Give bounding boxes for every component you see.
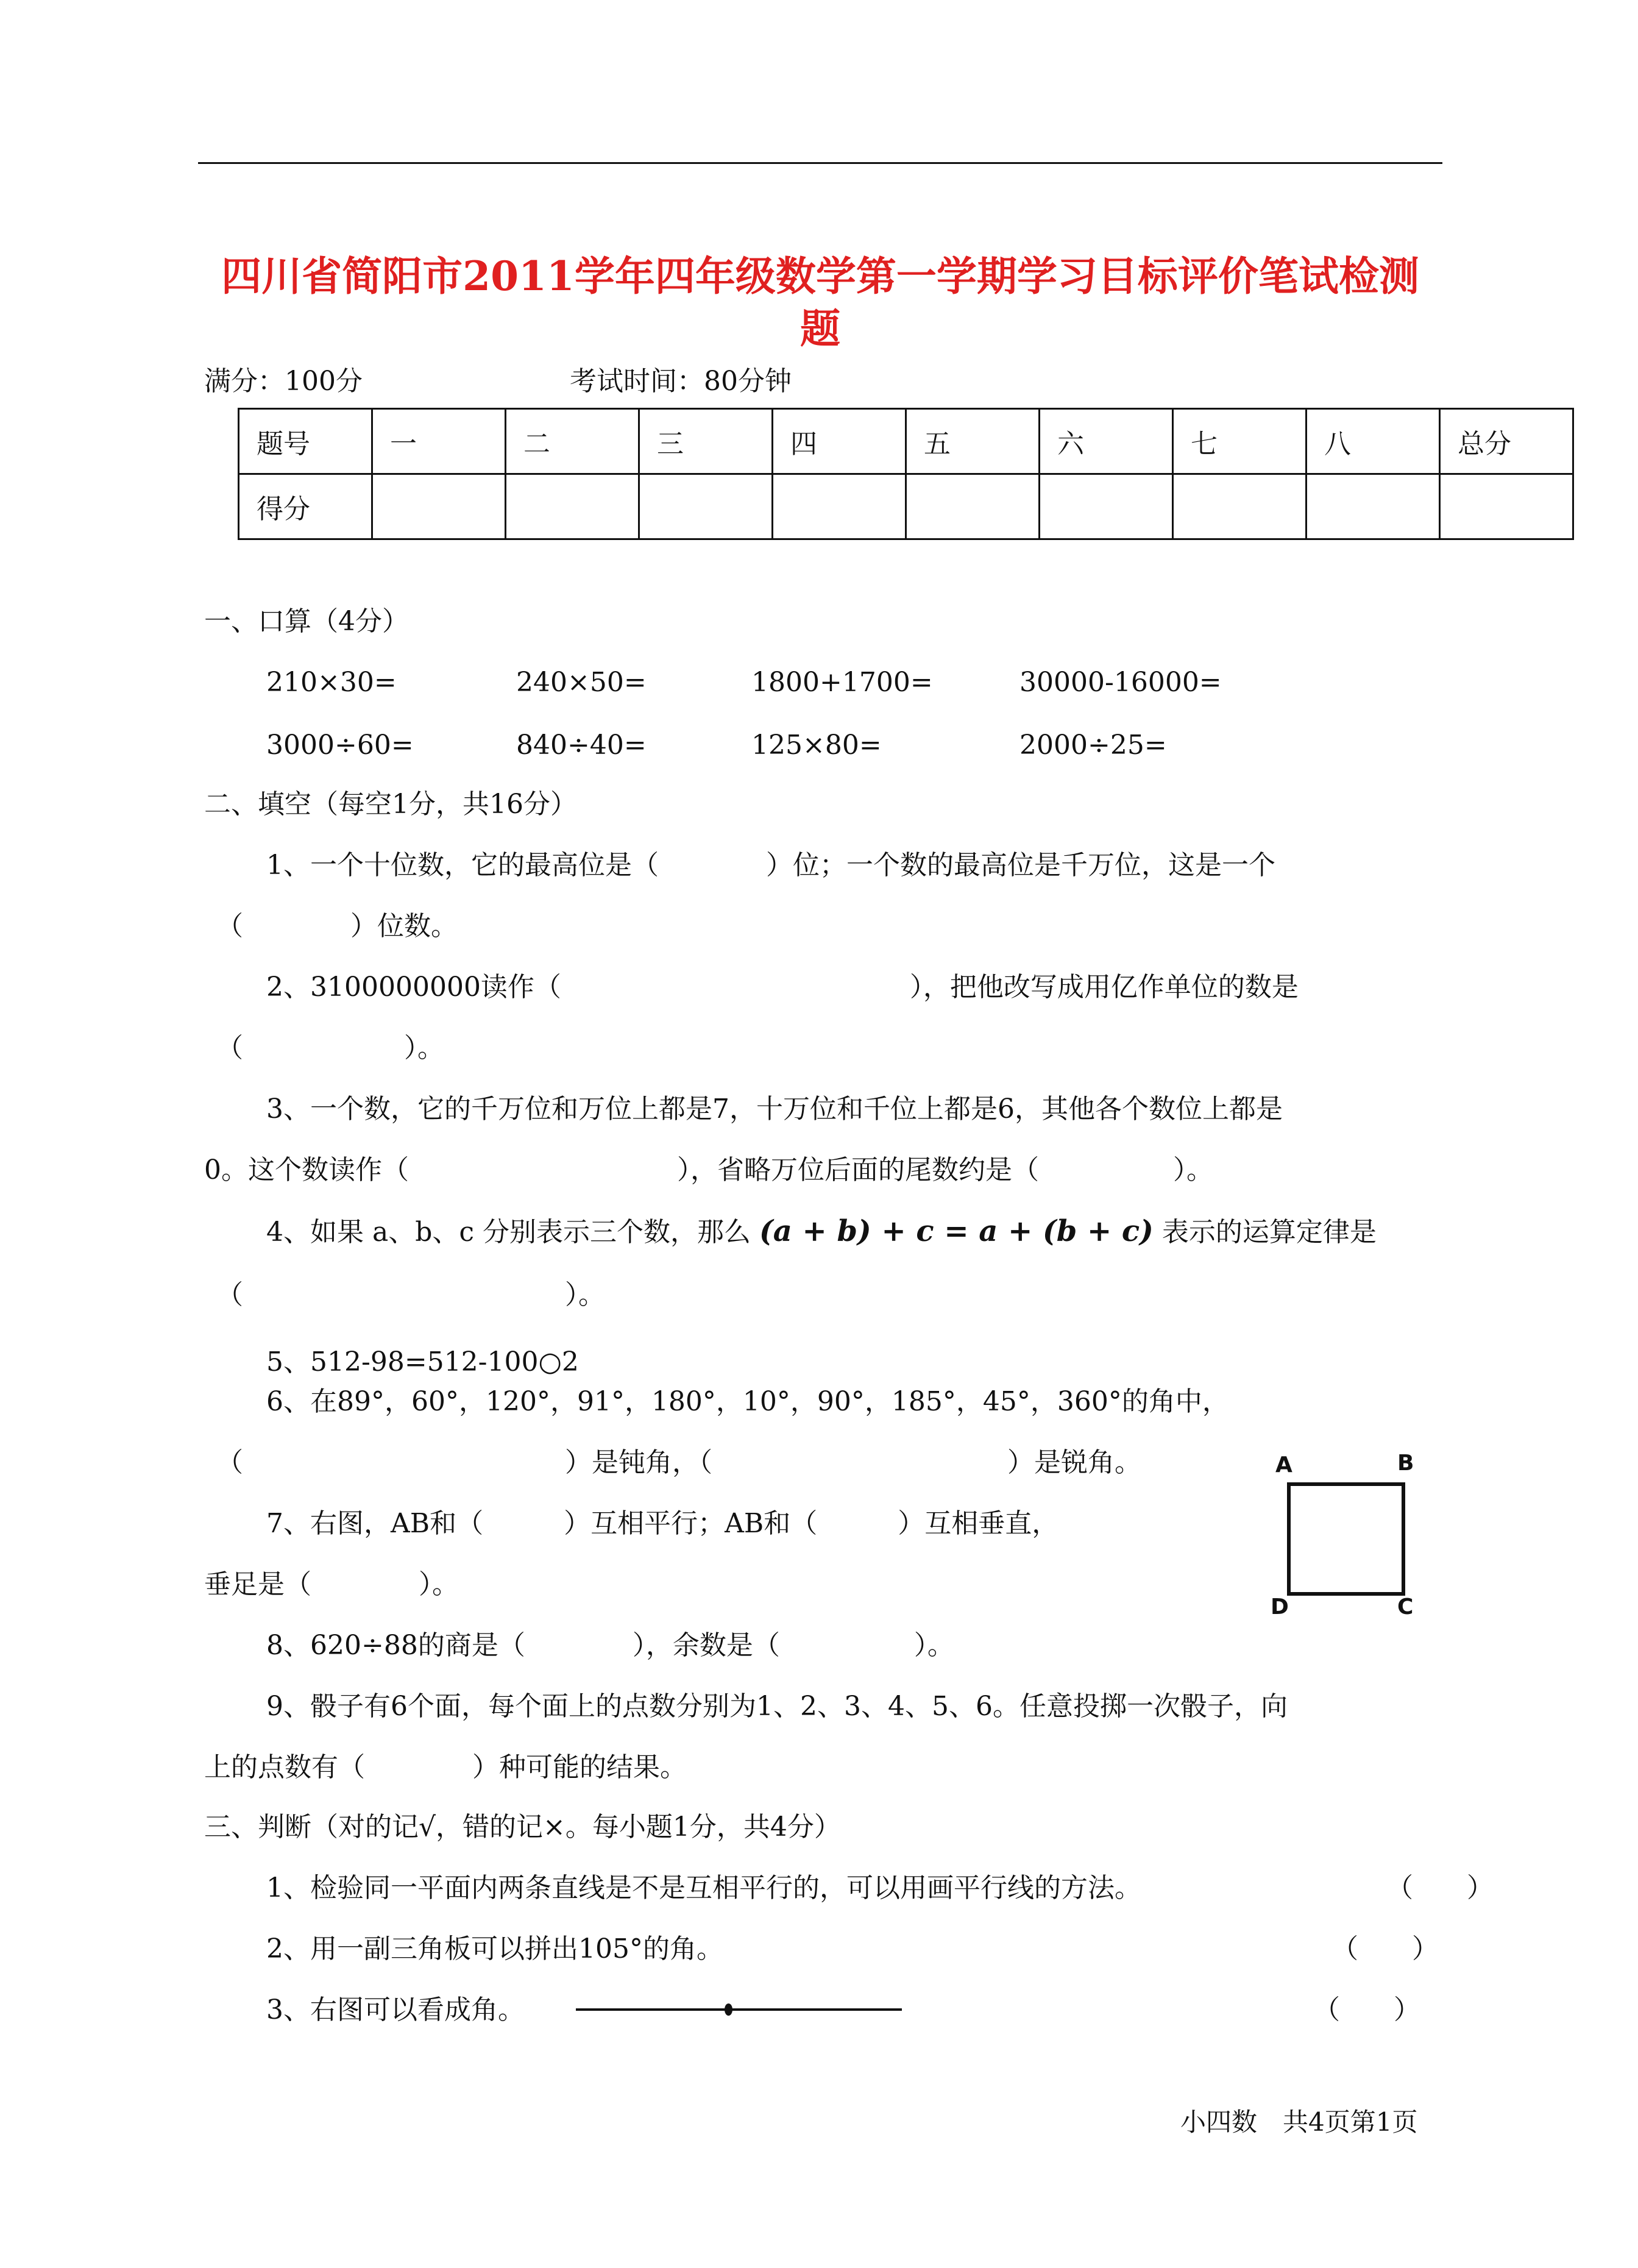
score-cell[interactable] (372, 474, 506, 539)
fill-q4-line2: （ ）。 (216, 1279, 605, 1310)
score-cell[interactable] (773, 474, 906, 539)
mental-calc-item: 3000÷60= (266, 730, 414, 761)
vertex-label-c: C (1397, 1594, 1414, 1619)
section3-heading: 三、判断（对的记√，错的记×。每小题1分，共4分） (204, 1811, 841, 1843)
score-header-cell: 总分 (1440, 409, 1573, 474)
fill-q2-line1: 2、3100000000读作（ ），把他改写成用亿作单位的数是 (266, 972, 1299, 1003)
page-title-line2: 题 (800, 305, 840, 352)
fill-q2-line2: （ ）。 (216, 1033, 444, 1064)
vertex-dot (725, 2003, 732, 2016)
vertex-label-a: A (1275, 1452, 1292, 1477)
vertex-label-d: D (1271, 1594, 1289, 1619)
square-figure (1287, 1482, 1405, 1596)
mental-calc-item: 30000-16000= (1019, 667, 1222, 698)
fill-q4-pre: 4、如果 a、b、c 分别表示三个数，那么 (266, 1217, 751, 1248)
mental-calc-item: 210×30= (266, 667, 397, 698)
fill-q9-line1: 9、骰子有6个面，每个面上的点数分别为1、2、3、4、5、6。任意投掷一次骰子，向 (266, 1691, 1288, 1722)
judge-q1-answer[interactable]: （ ） (1386, 1872, 1494, 1904)
page-title-line1: 四川省简阳市2011学年四年级数学第一学期学习目标评价笔试检测 (221, 252, 1419, 300)
associative-law-formula: (a + b) + c = a + (b + c) (759, 1214, 1154, 1248)
fill-q7-line2: 垂足是（ ）。 (204, 1569, 459, 1600)
fill-q1-line2: （ ）位数。 (216, 911, 458, 942)
fill-q7-line1: 7、右图，AB和（ ）互相平行；AB和（ ）互相垂直， (266, 1508, 1059, 1539)
fill-q6-line1: 6、在89°，60°，120°，91°，180°，10°，90°，185°，45°，360°的角中， (266, 1386, 1229, 1417)
score-header-cell: 题号 (239, 409, 372, 474)
fill-q6-line2: （ ）是钝角，（ ）是锐角。 (216, 1447, 1141, 1478)
mental-calc-item: 240×50= (516, 667, 647, 698)
score-table-score-row (239, 474, 1573, 539)
judge-q3: 3、右图可以看成角。 (266, 1994, 525, 2025)
judge-q1: 1、检验同一平面内两条直线是不是互相平行的，可以用画平行线的方法。 (266, 1872, 1141, 1904)
section1-heading: 一、口算（4分） (204, 606, 409, 637)
fill-q4-post: 表示的运算定律是 (1161, 1217, 1377, 1248)
score-cell[interactable] (1306, 474, 1440, 539)
score-cell[interactable] (506, 474, 639, 539)
page-footer: 小四数 共4页第1页 (1180, 2107, 1418, 2137)
score-table-header-row (239, 409, 1573, 474)
fill-q4-line1 (266, 1213, 1377, 1251)
fill-q8: 8、620÷88的商是（ ），余数是（ ）。 (266, 1630, 954, 1661)
fill-q1-line1: 1、一个十位数，它的最高位是（ ）位；一个数的最高位是千万位，这是一个 (266, 850, 1275, 881)
mental-calc-item: 1800+1700= (751, 667, 933, 698)
score-cell[interactable] (1440, 474, 1573, 539)
score-header-cell: 四 (773, 409, 906, 474)
score-cell[interactable] (1040, 474, 1173, 539)
judge-q2: 2、用一副三角板可以拼出105°的角。 (266, 1933, 723, 1964)
score-row-label: 得分 (239, 474, 372, 539)
score-cell[interactable] (1173, 474, 1306, 539)
mental-calc-item: 2000÷25= (1019, 730, 1167, 761)
top-rule (198, 162, 1442, 164)
straight-angle-line (576, 2008, 902, 2011)
score-header-cell: 二 (506, 409, 639, 474)
judge-q2-answer[interactable]: （ ） (1331, 1933, 1439, 1964)
fill-q3-line2: 0。这个数读作（ ），省略万位后面的尾数约是（ ）。 (204, 1154, 1213, 1186)
mental-calc-item: 125×80= (751, 730, 882, 761)
mental-calc-item: 840÷40= (516, 730, 647, 761)
score-cell[interactable] (906, 474, 1040, 539)
score-header-cell: 三 (639, 409, 773, 474)
fill-q3-line1: 3、一个数，它的千万位和万位上都是7，十万位和千位上都是6，其他各个数位上都是 (266, 1093, 1283, 1125)
judge-q3-answer[interactable]: （ ） (1313, 1994, 1420, 2025)
vertex-label-b: B (1397, 1451, 1414, 1476)
section2-heading: 二、填空（每空1分，共16分） (204, 789, 577, 820)
score-cell[interactable] (639, 474, 773, 539)
fill-q9-line2: 上的点数有（ ）种可能的结果。 (204, 1752, 687, 1783)
score-header-cell: 六 (1040, 409, 1173, 474)
score-header-cell: 五 (906, 409, 1040, 474)
score-header-cell: 一 (372, 409, 506, 474)
score-header-cell: 七 (1173, 409, 1306, 474)
full-score: 满分：100分 (204, 366, 363, 397)
score-header-cell: 八 (1306, 409, 1440, 474)
score-table (238, 408, 1574, 540)
fill-q5: 5、512-98=512-100○2 (266, 1346, 579, 1378)
exam-time: 考试时间：80分钟 (570, 366, 792, 397)
